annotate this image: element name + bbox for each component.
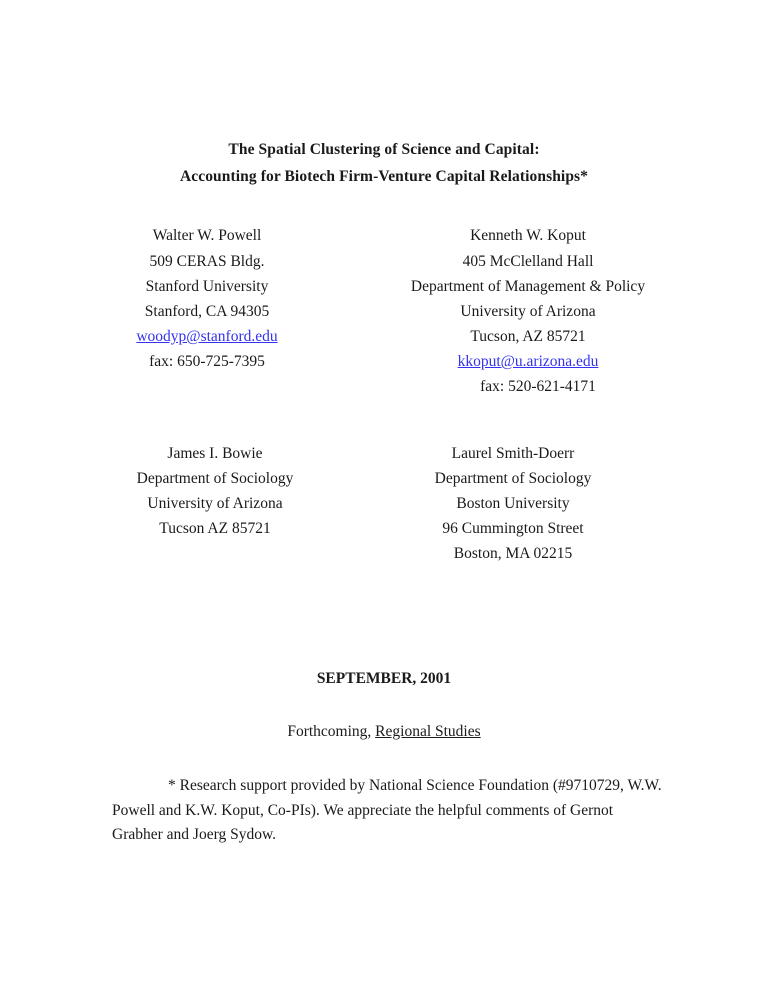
author-name: Kenneth W. Koput bbox=[470, 227, 586, 244]
author-block-koput bbox=[408, 226, 648, 426]
address-line: Stanford University bbox=[145, 278, 269, 295]
address-line: Boston University bbox=[456, 495, 570, 512]
address-line: Stanford, CA 94305 bbox=[144, 303, 270, 320]
author-name: Walter W. Powell bbox=[152, 227, 262, 244]
author-block-smith-doerr bbox=[428, 444, 598, 579]
acknowledgement-footnote bbox=[112, 774, 672, 848]
address-line: 405 McClelland Hall bbox=[462, 253, 594, 270]
author-block-powell bbox=[122, 226, 292, 386]
journal-name: Regional Studies bbox=[375, 723, 481, 740]
footnote-line: Grabher and Joerg Sydow. bbox=[112, 826, 277, 843]
address-line: Boston, MA 02215 bbox=[453, 545, 573, 562]
address-line: Department of Management & Policy bbox=[410, 278, 646, 295]
author-block-bowie bbox=[130, 444, 300, 554]
footnote-line: Powell and K.W. Koput, Co-PIs). We appreciate the helpful comments of Gernot bbox=[112, 801, 614, 819]
author-name: Laurel Smith-Doerr bbox=[451, 445, 575, 462]
title-line-2: Accounting for Biotech Firm-Venture Capital Relationships* bbox=[179, 168, 589, 185]
author-name: James I. Bowie bbox=[167, 445, 263, 462]
email-link-powell[interactable]: woodyp@stanford.edu bbox=[136, 328, 278, 345]
forthcoming-prefix: Forthcoming, bbox=[287, 723, 376, 740]
email-link-koput[interactable]: kkoput@u.arizona.edu bbox=[457, 353, 599, 370]
fax-number: fax: 650-725-7395 bbox=[149, 353, 265, 370]
address-line: 509 CERAS Bldg. bbox=[149, 253, 265, 270]
fax-number: fax: 520-621-4171 bbox=[480, 378, 596, 395]
publication-date: SEPTEMBER, 2001 bbox=[316, 670, 452, 687]
title-line-1: The Spatial Clustering of Science and Capital: bbox=[228, 141, 540, 158]
address-line: Tucson, AZ 85721 bbox=[470, 328, 586, 345]
address-line: Tucson AZ 85721 bbox=[159, 520, 271, 537]
address-line: Department of Sociology bbox=[434, 470, 592, 487]
address-line: University of Arizona bbox=[460, 303, 596, 320]
address-line: University of Arizona bbox=[147, 495, 283, 512]
address-line: Department of Sociology bbox=[136, 470, 294, 487]
forthcoming-note bbox=[0, 723, 768, 741]
footnote-line: * Research support provided by National Science Foundation (#9710729, W.W. bbox=[168, 777, 662, 794]
address-line: 96 Cummington Street bbox=[442, 520, 584, 537]
